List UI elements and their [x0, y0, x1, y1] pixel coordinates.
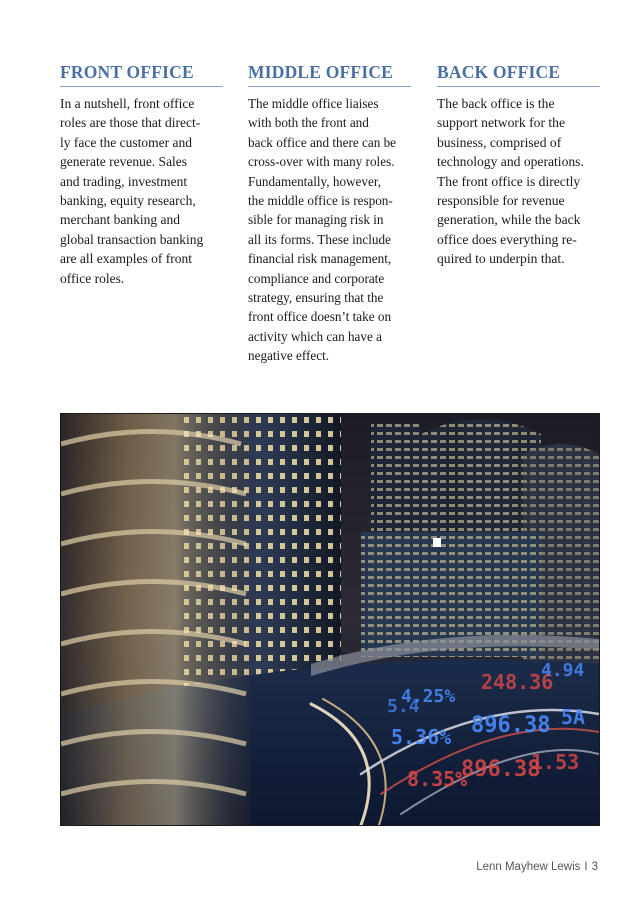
body-line: Fundamentally, however,	[248, 173, 382, 189]
front-office-heading: FRONT OFFICE	[60, 62, 223, 87]
ticker-value: 5A	[561, 705, 586, 729]
back-office-column	[437, 62, 600, 269]
back-office-body	[437, 94, 600, 269]
body-line: office roles.	[60, 270, 125, 286]
body-line: financial risk management,	[248, 251, 392, 267]
ticker-value: 5.4	[387, 696, 420, 717]
body-line: banking, equity research,	[60, 193, 196, 209]
body-line: The middle office liaises	[248, 96, 379, 111]
body-line: quired to underpin that.	[437, 251, 565, 267]
middle-office-heading: MIDDLE OFFICE	[248, 62, 411, 87]
footer-separator: I	[584, 861, 588, 873]
body-line: are all examples of front	[60, 251, 192, 267]
ticker-value: 896.38	[471, 713, 551, 738]
body-line: back office and there can be	[248, 134, 397, 150]
body-line: generation, while the back	[437, 212, 581, 228]
ticker-value: 896.38	[461, 757, 541, 782]
body-line: compliance and corporate	[248, 270, 385, 286]
ticker-value: 4.94	[541, 660, 585, 681]
ticker-value: 4.25%	[401, 686, 456, 707]
body-line: activity which can have a	[248, 328, 383, 344]
middle-office-body	[248, 94, 411, 366]
body-line: and trading, investment	[60, 173, 188, 189]
ticker-value: 5.36%	[391, 725, 452, 749]
city-night-illustration	[61, 414, 599, 825]
body-line: ly face the customer and	[60, 134, 192, 150]
body-line: technology and operations.	[437, 154, 584, 170]
body-line: In a nutshell, front office	[60, 96, 195, 111]
ticker-value: 8.35%	[407, 767, 468, 791]
body-line: front office doesn’t take on	[248, 309, 392, 325]
body-line: all its forms. These include	[248, 231, 391, 247]
body-line: The back office is the	[437, 96, 555, 111]
body-line: with both the front and	[248, 115, 369, 131]
body-line: office does everything re-	[437, 231, 577, 247]
page-number: 3	[591, 861, 598, 873]
body-line: sible for managing risk in	[248, 212, 384, 228]
body-line: negative effect.	[248, 348, 330, 364]
body-line: merchant banking and	[60, 212, 180, 228]
body-line: global transaction banking	[60, 231, 204, 247]
back-office-heading: BACK OFFICE	[437, 62, 600, 87]
footer-author: Lenn Mayhew Lewis	[476, 861, 581, 873]
front-office-body	[60, 94, 223, 288]
body-line: business, comprised of	[437, 134, 562, 150]
body-line: support network for the	[437, 115, 565, 131]
city-night-photo	[60, 413, 600, 826]
ticker-value: 248.36	[481, 670, 554, 694]
ticker-value: 1.53	[531, 750, 580, 774]
body-line: responsible for revenue	[437, 193, 565, 209]
body-line: the middle office is respon-	[248, 193, 393, 209]
body-line: The front office is directly	[437, 173, 581, 189]
body-line: roles are those that direct-	[60, 115, 201, 131]
body-line: cross-over with many roles.	[248, 154, 395, 170]
middle-office-column	[248, 62, 411, 366]
page-footer	[476, 861, 598, 873]
body-line: generate revenue. Sales	[60, 154, 188, 170]
front-office-column	[60, 62, 223, 288]
body-line: strategy, ensuring that the	[248, 290, 384, 306]
